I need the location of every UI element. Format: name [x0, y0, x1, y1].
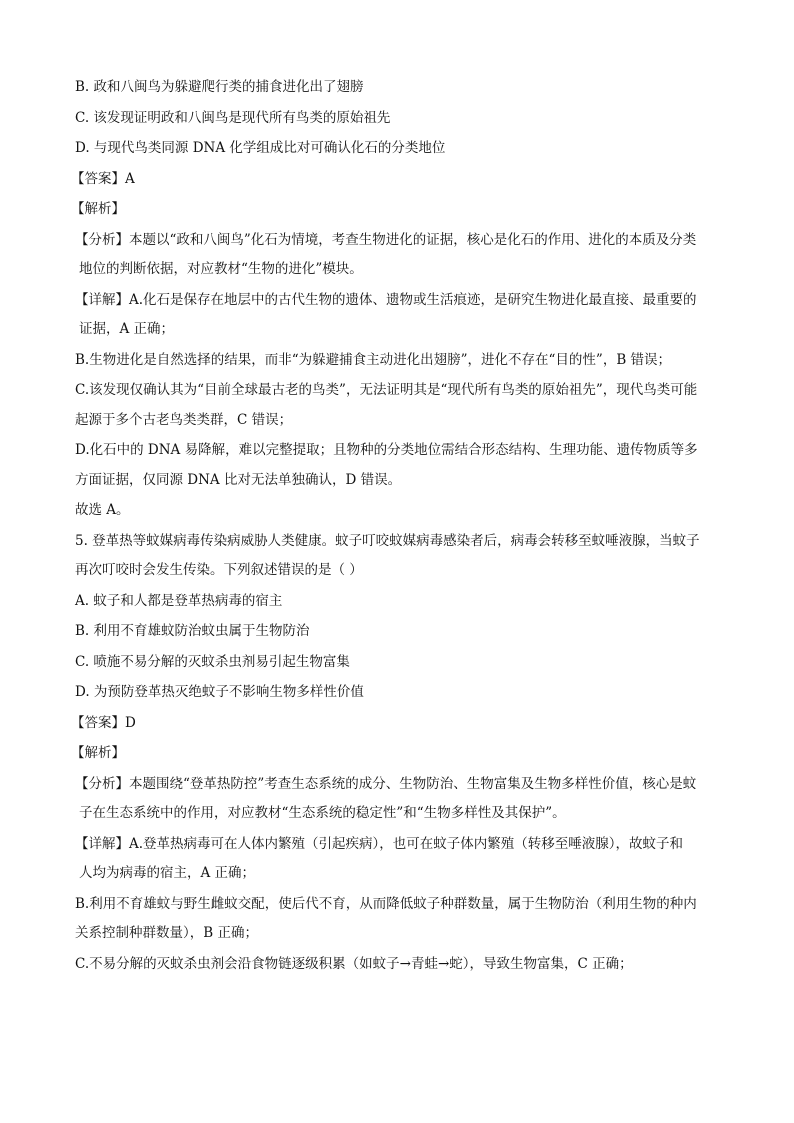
q4-conclusion: 故选 A。: [75, 502, 130, 518]
q5-analysis-line-1: 【分析】本题围绕“登革热防控”考查生态系统的成分、生物防治、生物富集及生物多样性价值，核心是蚊: [75, 775, 697, 792]
q5-stem-line-1: 5. 登革热等蚊媒病毒传染病威胁人类健康。蚊子叮咬蚊媒病毒感染者后，病毒会转移至蚊唾液腺，当蚊子: [75, 532, 700, 549]
q4-detail-c-line-2: 起源于多个古老鸟类类群，C 错误；: [75, 411, 293, 428]
q4-analysis: [75, 231, 720, 280]
q5-detail-b-line-1: B.利用不育雄蚊与野生雌蚊交配，使后代不育，从而降低蚊子种群数量，属于生物防治（利用生物的种内: [75, 895, 697, 912]
q5-analysis-heading: 【解析】: [71, 745, 125, 761]
q4-analysis-line-2: 地位的判断依据，对应教材“生物的进化”模块。: [79, 261, 363, 277]
q4-answer: 【答案】A: [71, 170, 135, 187]
q5-option-c: C. 喷施不易分解的灭蚊杀虫剂易引起生物富集: [75, 653, 350, 670]
q5-detail-c: C.不易分解的灭蚊杀虫剂会沿食物链逐级积累（如蚊子→青蛙→蛇），导致生物富集，C 正确；: [75, 955, 633, 972]
q4-detail-d-line-1: D.化石中的 DNA 易降解，难以完整提取；且物种的分类地位需结合形态结构、生理功能、遗传物质等多: [75, 442, 698, 458]
q4-detail-b: B.生物进化是自然选择的结果，而非“为躲避捕食主动进化出翅膀”，进化不存在“目的性”，B 错误；: [75, 351, 672, 368]
q5-detail-a-line-1: 【详解】A.登革热病毒可在人体内繁殖（引起疾病），也可在蚊子体内繁殖（转移至唾液腺），故蚊子和: [75, 835, 684, 852]
q5-detail-b: [75, 895, 720, 944]
q5-option-d: D. 为预防登革热灭绝蚊子不影响生物多样性价值: [75, 684, 364, 700]
q5-answer: 【答案】D: [71, 714, 136, 731]
q4-detail-d-line-2: 方面证据，仅同源 DNA 比对无法单独确认，D 错误。: [75, 471, 402, 488]
q5-option-b: B. 利用不育雄蚊防治蚊虫属于生物防治: [75, 623, 310, 639]
q4-detail-a: [75, 291, 720, 340]
document-page: [71, 78, 720, 985]
q5-option-a: A. 蚊子和人都是登革热病毒的宿主: [75, 592, 283, 609]
q5-detail-a: [75, 835, 720, 884]
q5-stem-line-2: 再次叮咬时会发生传染。下列叙述错误的是（ ）: [75, 562, 363, 578]
q5-stem: [75, 532, 720, 581]
q5-analysis: [75, 775, 720, 824]
q4-option-d: D. 与现代鸟类同源 DNA 化学组成比对可确认化石的分类地位: [75, 140, 446, 156]
q4-analysis-heading: 【解析】: [71, 201, 125, 217]
q4-detail-c-line-1: C.该发现仅确认其为“目前全球最古老的鸟类”，无法证明其是“现代所有鸟类的原始祖先”，现代鸟类可能: [75, 382, 698, 398]
q4-detail-d: [75, 441, 720, 490]
q4-detail-a-line-2: 证据，A 正确；: [79, 321, 175, 337]
q4-analysis-line-1: 【分析】本题以“政和八闽鸟”化石为情境，考查生物进化的证据，核心是化石的作用、进化的本质及分类: [75, 231, 697, 248]
q4-option-b: B. 政和八闽鸟为躲避爬行类的捕食进化出了翅膀: [75, 79, 364, 95]
q4-detail-c: [75, 381, 720, 430]
q5-analysis-line-2: 子在生态系统中的作用，对应教材“生态系统的稳定性”和“生物多样性及其保护”。: [79, 805, 566, 821]
q4-option-c: C. 该发现证明政和八闽鸟是现代所有鸟类的原始祖先: [75, 109, 391, 126]
q5-detail-a-line-2: 人均为病毒的宿主，A 正确；: [79, 865, 256, 881]
q5-detail-b-line-2: 关系控制种群数量），B 正确；: [75, 925, 258, 941]
q4-detail-a-line-1: 【详解】A.化石是保存在地层中的古代生物的遗体、遗物或生活痕迹，是研究生物进化最直接、最重要的: [75, 291, 697, 308]
